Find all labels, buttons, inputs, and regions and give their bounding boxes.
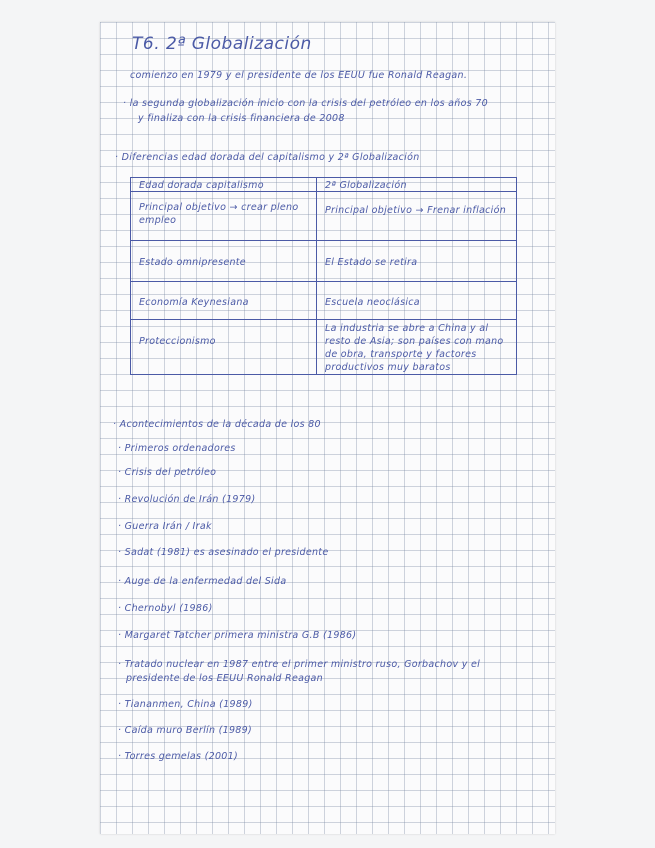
event-item: · Margaret Tatcher primera ministra G.B (1986) [118,630,357,641]
event-item: · Sadat (1981) es asesinado el presidente [118,547,329,558]
table-rule [131,281,516,282]
table-cell: La industria se abre a China y al resto de Asia; son países con mano de obra, transporte y factores productivos muy baratos [325,323,504,373]
table-cell: Economía Keynesiana [139,297,249,308]
comparison-table [130,177,517,375]
event-item: · Caída muro Berlín (1989) [118,725,252,736]
table-header-cell: Edad dorada capitalismo [139,180,264,191]
table-rule [131,319,516,320]
table-cell: El Estado se retira [325,257,418,268]
intro-line: comienzo en 1979 y el presidente de los EEUU fue Ronald Reagan. [130,70,468,81]
note-line-2: y finaliza con la crisis financiera de 2008 [138,113,345,124]
event-item: · Crisis del petróleo [118,467,217,478]
event-item: · Guerra Irán / Irak [118,521,212,532]
page-title: T6. 2ª Globalización [132,34,312,54]
events-heading: · Acontecimientos de la década de los 80 [113,419,321,430]
table-cell: Proteccionismo [139,336,216,347]
event-item: · Tiananmen, China (1989) [118,699,253,710]
event-item: · Revolución de Irán (1979) [118,494,256,505]
event-item: · Primeros ordenadores [118,443,236,454]
table-rule [131,240,516,241]
event-item: · Chernobyl (1986) [118,603,213,614]
table-divider [316,178,317,374]
event-item: · Auge de la enfermedad del Sida [118,576,287,587]
table-cell: Principal objetivo → Frenar inflación [325,205,507,216]
event-item: · Torres gemelas (2001) [118,751,238,762]
table-cell: Escuela neoclásica [325,297,420,308]
event-item: · Tratado nuclear en 1987 entre el primer ministro ruso, Gorbachov y el [118,659,481,670]
note-line-1: · la segunda globalización inicio con la crisis del petróleo en los años 70 [123,98,488,109]
table-cell: Principal objetivo → crear pleno empleo [139,202,299,226]
event-item-continued: presidente de los EEUU Ronald Reagan [126,673,323,684]
differences-heading: · Diferencias edad dorada del capitalismo y 2ª Globalización [115,152,420,163]
table-cell: Estado omnipresente [139,257,246,268]
table-header-cell: 2ª Globalización [325,180,407,191]
